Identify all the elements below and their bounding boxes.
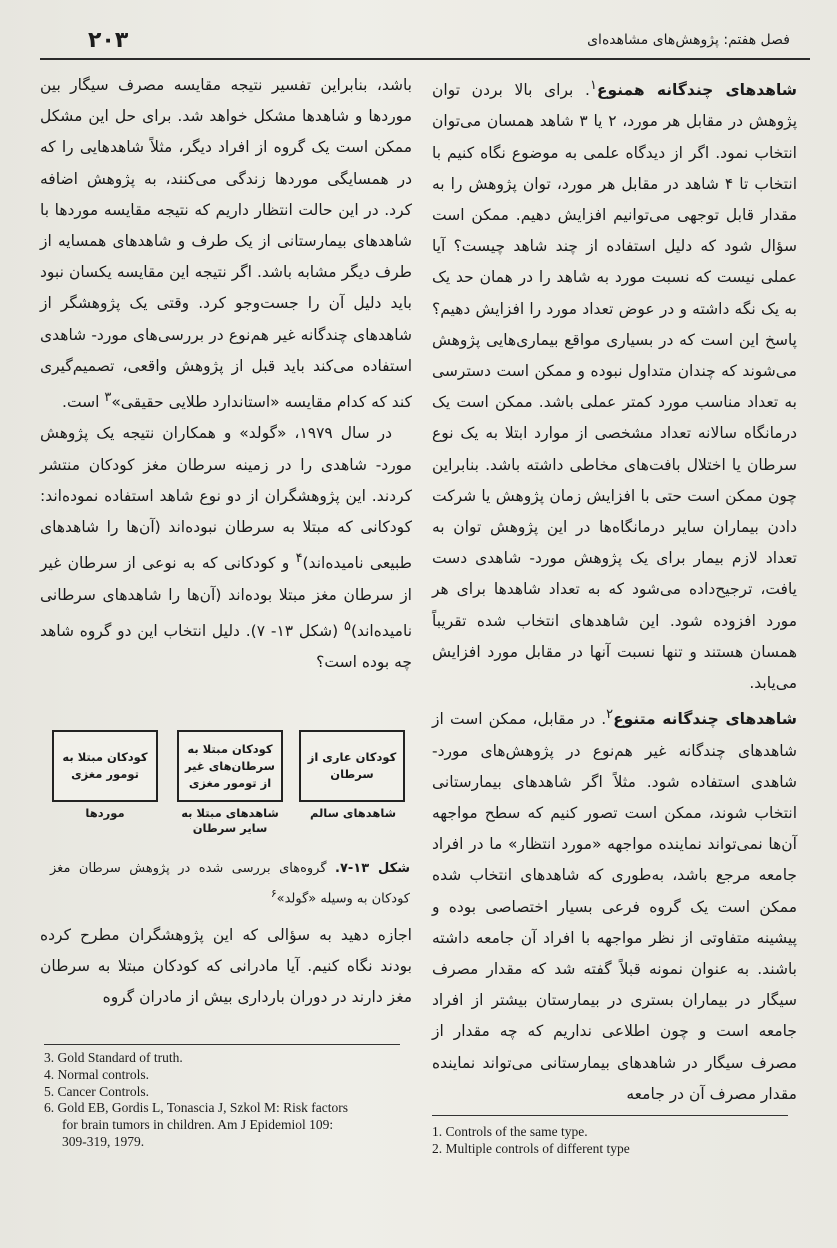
footnote-ref-5: ۵ <box>344 618 351 634</box>
figure-caption <box>50 856 410 911</box>
paragraph-continuation <box>40 70 412 418</box>
caption-text: گروه‌های بررسی شده در پژوهش سرطان مغز کودکان به وسیله «گولد» <box>50 861 410 907</box>
footnote-6: 6. Gold EB, Gordis L, Tonascia J, Szkol M: Risk factors <box>44 1100 349 1116</box>
paragraph-text: . در مقابل، ممکن است از شاهدهای چندگانه غیر هم‌نوع در پژوهش‌های مورد- شاهدی استفاده شود. مثلاً اگر شاهدهای بیمارستانی انتخاب شوند، ممکن است تصور کنیم که سطح مواجهه آن‌ها نمی‌تواند نماینده مواجهه «مورد انتظار» ما در افراد جامعه مرجع باشد، به‌طوری که شاهدهای انتخاب شده ممکن است یک گروه فرعی بسیار اختصاصی بوده و پیشینه متفاوتی از نظر مواجهه با افراد آن جامعه داشته باشند. به عنوان نمونه قبلاً گفته شد که مقدار مصرف سیگار در بیماران بستری در بیمارستان بیشتر از افراد جامعه است و چون اطلاعی نداریم که چه مقدار از مصرف سیگار در شاهدهای بیمارستانی می‌تواند نماینده مقدار مصرف آن در جامعه <box>432 710 797 1103</box>
paragraph-text: و کودکانی که به نوعی از سرطان غیر از سرطان مغز مبتلا بوده‌اند (آن‌ها را شاهدهای سرطانی نامیده‌اند) <box>40 554 413 640</box>
page-header <box>40 18 810 60</box>
footnote-ref-2: ۲ <box>606 707 614 723</box>
paragraph-question: اجازه دهید به سؤالی که این پژوهشگران مطرح کرده بودند نگاه کنیم. آیا مادرانی که کودکان مبتلا به سرطان مغز دارند در دوران بارداری بیش از مادران گروه <box>40 926 412 1006</box>
footnote-6-line-2: for brain tumors in children. Am J Epidemiol 109: <box>62 1117 334 1133</box>
footnote-1: 1. Controls of the same type. <box>432 1124 588 1139</box>
page-number: ۲۰۳ <box>88 28 129 53</box>
paragraph-text: در سال ۱۹۷۹، «گولد» و همکاران نتیجه یک پژوهش مورد- شاهدی را در زمینه سرطان مغز کودکان منتشر کردند. این پژوهشگران از دو نوع شاهد استفاده نموده‌اند: کودکانی که مبتلا به سرطان نبوده‌اند (آن‌ها را شاهدهای طبیعی نامیده‌اند) <box>40 424 412 573</box>
left-column <box>40 70 412 678</box>
footnote-ref-1: ۱ <box>589 78 597 93</box>
footnote-3: 3. Gold Standard of truth. <box>44 1050 183 1065</box>
footnote-6-line-3: 309-319, 1979. <box>62 1133 145 1149</box>
cancer-controls-label: شاهدهای مبتلا به سایر سرطان <box>181 806 279 835</box>
footnotes-right <box>432 1124 792 1158</box>
paragraph-same-type-controls <box>432 70 797 699</box>
paragraph-gold-study <box>40 418 412 678</box>
paragraph-text: باشد، بنابراین تفسیر نتیجه مقایسه مصرف سیگار بین موردها و شاهدها مشکل خواهد شد. برای حل این مشکل ممکن است یک گروه از افراد دیگر، مثلاً شاهدهایی را که در همسایگی موردها زندگی می‌کنند، به پژوهش اضافه کرد. در این حالت انتظار داریم که نتیجه مقایسه موردها با شاهدهای بیمارستانی از یک طرف و شاهدهای همسایه از طرف دیگر مشابه باشد. اگر نتیجه این مقایسه یکسان نبود باید دلیل آن را جست‌وجو کرد. وقتی یک پژوهشگر از شاهدهای چندگانه غیر هم‌نوع در بررسی‌های مورد- شاهدی استفاده می‌کند باید قبل از پژوهش واقعی، تصمیم‌گیری کند که کدام مقایسه «استاندارد طلایی حقیقی» <box>40 76 412 412</box>
chapter-title: فصل هفتم: پژوهش‌های مشاهده‌ای <box>587 32 790 48</box>
footnote-ref-3: ۳ <box>104 390 112 406</box>
footnote-2: 2. Multiple controls of different type <box>432 1140 630 1156</box>
footnote-ref-6: ۶ <box>270 887 277 900</box>
paragraph-text: (شکل ۱۳- ۷). دلیل انتخاب این دو گروه شاهد چه بوده است؟ <box>40 621 412 672</box>
study-groups-figure <box>50 730 410 845</box>
paragraph-different-type-controls <box>432 699 797 1110</box>
footnotes-left <box>44 1050 404 1151</box>
healthy-controls-box: کودکان عاری از سرطان <box>299 730 405 802</box>
paragraph-text: . برای بالا بردن توان پژوهش در مقابل هر مورد، ۲ یا ۳ شاهد همسان می‌توان انتخاب نمود. اگر از دیدگاه علمی به موضوع نگاه کنیم با انتخاب تا ۴ شاهد در مقابل هر مورد، توان پژوهش را به مقدار قابل توجهی می‌توانیم افزایش دهیم. ممکن است سؤال شود که دلیل استفاده از چند شاهد چیست؟ آیا عملی نیست که نسبت مورد به شاهد را در همان حد یک به یک نگه داشته و در عوض تعداد مورد را افزایش دهیم؟ پاسخ این است که در بسیاری مواقع بیماری‌هایی پژوهش می‌شوند که چندان متداول نبوده و ممکن است دسترسی به تعداد مناسب مورد کمتر عملی باشد. ممکن است یک درمانگاه سالانه تعداد مشخصی از موارد ابتلا به یک نوع سرطان یا اختلال بافت‌های مخاطی داشته باشد. بنابراین چون ممکن است حتی با افزایش زمان پژوهش یا شرکت دادن بیماران سایر درمانگاه‌ها در این پژوهش توان به تعداد لازم بیمار برای یک پژوهش مورد- شاهدی دست یافت، ترجیح‌داده می‌شود که به تعداد شاهدها برای هر مورد افزوده شود. این شاهدهای انتخاب شده تقریباً همسان هستند و تنها نسبت آنها در مقابل مورد افزایش می‌یابد. <box>432 81 798 693</box>
heading-different-type-controls: شاهدهای چندگانه متنوع <box>613 710 797 729</box>
footnote-5: 5. Cancer Controls. <box>44 1083 149 1099</box>
cases-box: کودکان مبتلا به تومور مغزی <box>52 730 158 802</box>
cases-label: موردها <box>85 806 125 820</box>
footnote-ref-4: ۴ <box>295 551 303 567</box>
paragraph-text: است. <box>62 393 105 412</box>
heading-same-type-controls: شاهدهای چندگانه همنوع <box>596 81 798 100</box>
caption-label: شکل ۱۳-۷. <box>335 861 410 876</box>
footnote-divider-right <box>432 1115 788 1116</box>
cancer-controls-box: کودکان مبتلا به سرطان‌های غیر از تومور مغزی <box>177 730 283 802</box>
footnote-4: 4. Normal controls. <box>44 1066 149 1082</box>
right-column <box>432 70 797 1110</box>
healthy-controls-label: شاهدهای سالم <box>309 806 397 820</box>
footnote-divider-left <box>44 1044 400 1045</box>
